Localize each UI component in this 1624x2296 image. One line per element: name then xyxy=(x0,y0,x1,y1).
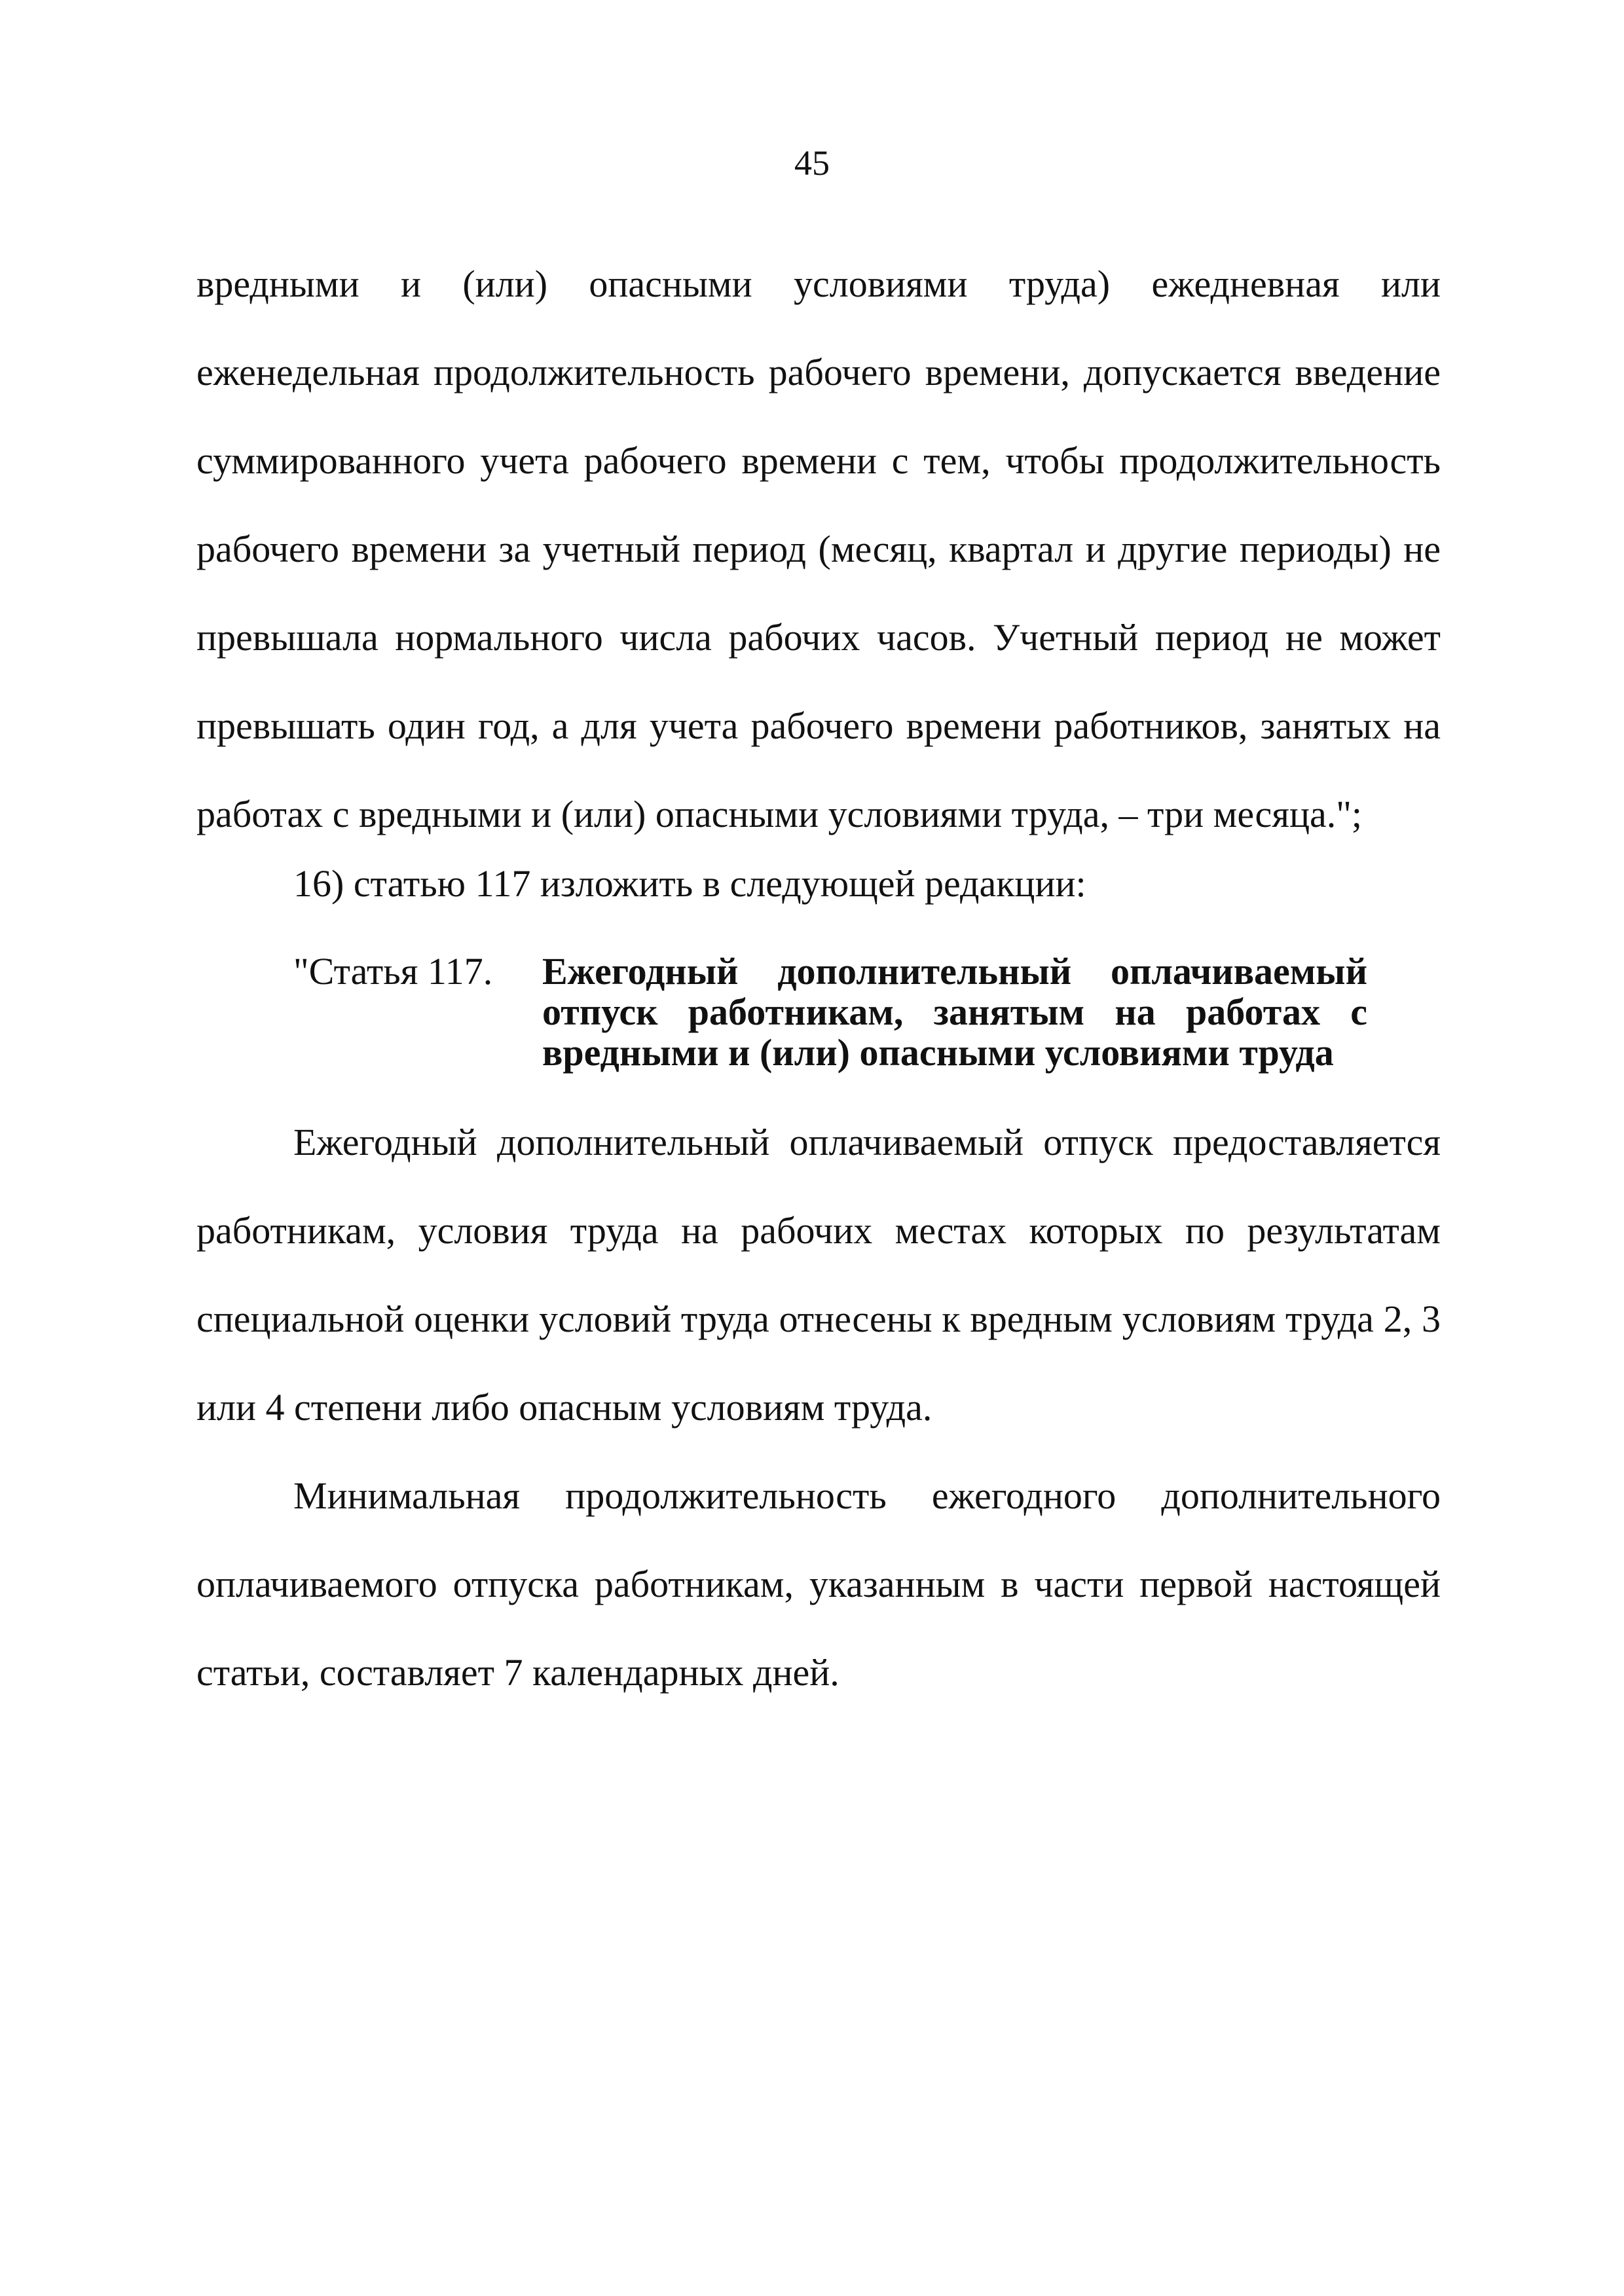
paragraph-article-body-1: Ежегодный дополнительный оплачиваемый отпуск предоставляется работникам, условия труда на рабочих местах которых по результатам специальной оценки условий труда отнесены к вредным условиям труда 2, 3 или 4 степени либо опасным условиям труда. xyxy=(196,1121,1441,1429)
article-title: Ежегодный дополнительный оплачиваемый отпуск работникам, занятым на работах с вредными и (или) опасными условиями труда xyxy=(542,950,1367,1074)
page-number: 45 xyxy=(794,143,830,183)
paragraph-item-16: 16) статью 117 изложить в следующей редакции: xyxy=(293,862,1086,905)
paragraph-article-body-2: Минимальная продолжительность ежегодного дополнительного оплачиваемого отпуска работникам, указанным в части первой настоящей статьи, составляет 7 календарных дней. xyxy=(196,1474,1441,1694)
article-label: "Статья 117. xyxy=(293,950,493,993)
paragraph-continuation: вредными и (или) опасными условиями труда) ежедневная или еженедельная продолжительность рабочего времени, допускается введение суммированного учета рабочего времени с тем, чтобы продолжительность рабочего времени за учетный период (месяц, квартал и другие периоды) не превышала нормального числа рабочих часов. Учетный период не может превышать один год, а для учета рабочего времени работников, занятых на работах с вредными и (или) опасными условиями труда, – три месяца."; xyxy=(196,263,1441,835)
